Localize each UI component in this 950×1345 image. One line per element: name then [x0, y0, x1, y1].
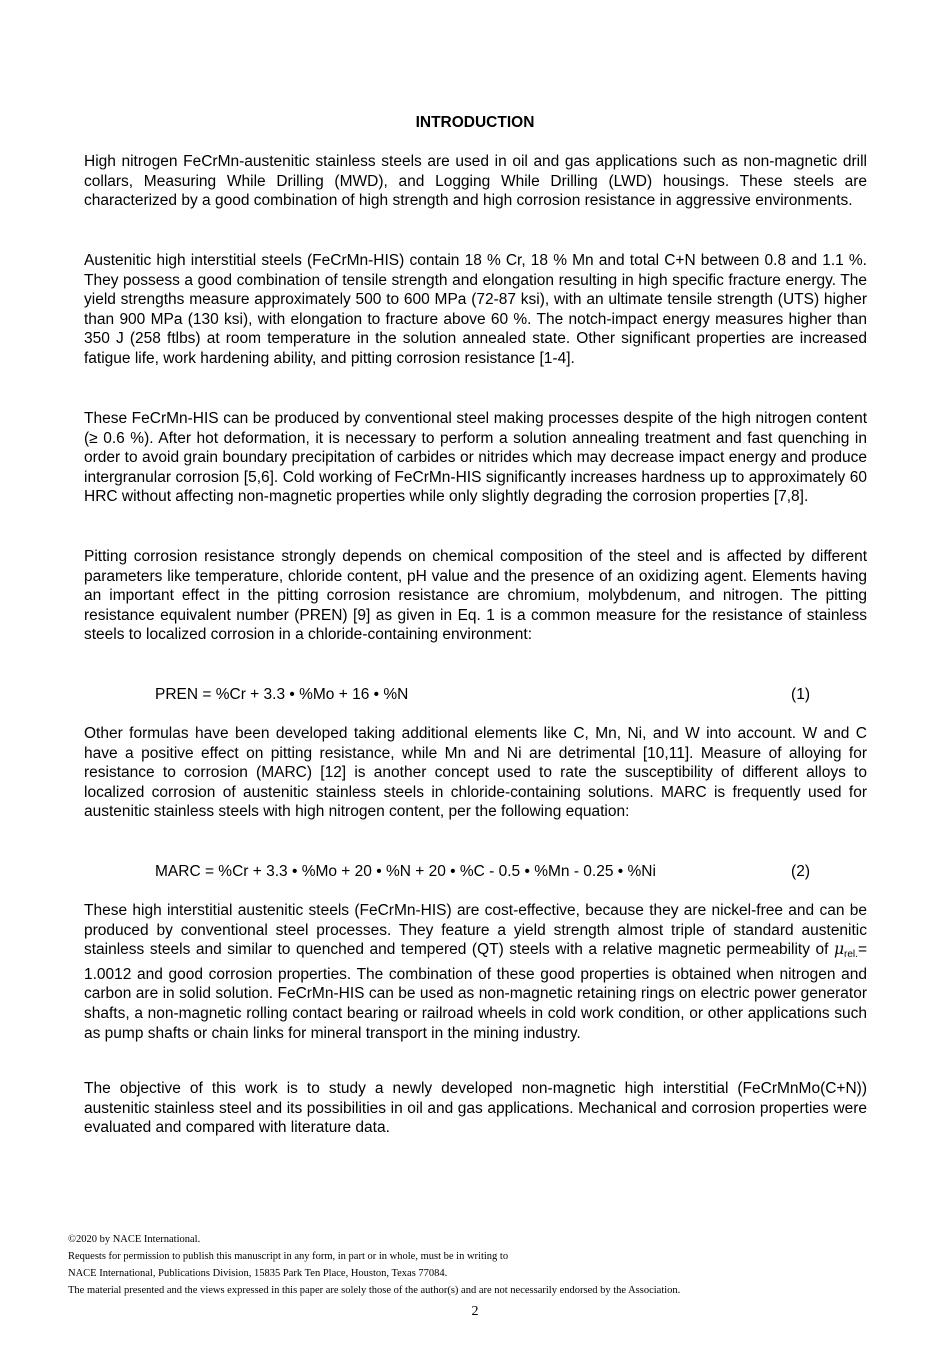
paragraph-2: Austenitic high interstitial steels (FeCrMn-HIS) contain 18 % Cr, 18 % Mn and total C+N between 0.8 and 1.1 %. They possess a good combination of tensile strength and elongation resulting in high specific fracture energy. The yield strengths measure approximately 500 to 600 MPa (72-87 ksi), with an ultimate tensile strength (UTS) higher than 900 MPa (130 ksi), with elongation to fracture above 60 %. The notch-impact energy measures higher than 350 J (258 ftlbs) at room temperature in the solution annealed state. Other significant properties are increased fatigue life, work hardening ability, and pitting corrosion resistance [1-4]. — [84, 252, 867, 367]
section-heading: INTRODUCTION — [415, 114, 535, 131]
paragraph-7: The objective of this work is to study a newly developed non-magnetic high interstitial (FeCrMnMo(C+N)) austenitic stainless steel and its possibilities in oil and gas applications. Mechanical and corrosion properties were evaluated and compared with literature data. — [84, 1080, 867, 1137]
paragraph-6-text-before: These high interstitial austenitic steels (FeCrMn-HIS) are cost-effective, because they are nickel-free and can be produced by conventional steel processes. They feature a yield strength almost triple of standard austenitic stainless steels and similar to quenched and tempered (QT) steels with a relative magnetic permeability of — [84, 902, 867, 959]
paragraph-3: These FeCrMn-HIS can be produced by conventional steel making processes despite of the high nitrogen content (≥ 0.6 %). After hot deformation, it is necessary to perform a solution annealing treatment and fast quenching in order to avoid grain boundary precipitation of carbides or nitrides which may decrease impact energy and produce intergranular corrosion [5,6]. Cold working of FeCrMn-HIS significantly increases hardness up to approximately 60 HRC without affecting non-magnetic properties while only slightly degrading the corrosion properties [7,8]. — [84, 410, 867, 506]
paragraph-1: High nitrogen FeCrMn-austenitic stainless steels are used in oil and gas applications such as non-magnetic drill collars, Measuring While Drilling (MWD), and Logging While Drilling (LWD) housings. These steels are characterized by a good combination of high strength and high corrosion resistance in aggressive environments. — [84, 153, 867, 210]
paragraph-6-text-after: = 1.0012 and good corrosion properties. The combination of these good properties is obtained when nitrogen and carbon are in solid solution. FeCrMn-HIS can be used as non-magnetic retaining rings on electric power generator shafts, a non-magnetic rolling contact bearing or railroad wheels in cold work condition, or other applications such as pump shafts or chain links for mineral transport in the mining industry. — [84, 941, 867, 1042]
paragraph-6 — [84, 901, 867, 1043]
footer-line-3: NACE International, Publications Division, 15835 Park Ten Place, Houston, Texas 77084. — [68, 1268, 448, 1279]
equation-2-number: (2) — [791, 863, 810, 880]
mu-subscript: rel. — [844, 949, 858, 961]
equation-1-formula: PREN = %Cr + 3.3 • %Mo + 16 • %N — [155, 686, 409, 703]
paragraph-4: Pitting corrosion resistance strongly depends on chemical composition of the steel and is affected by different parameters like temperature, chloride content, pH value and the presence of an oxidizing agent. Elements having an important effect in the pitting corrosion resistance are chromium, molybdenum, and nitrogen. The pitting resistance equivalent number (PREN) [9] as given in Eq. 1 is a common measure for the resistance of stainless steels to localized corrosion in a chloride-containing environment: — [84, 548, 867, 644]
footer-line-2: Requests for permission to publish this manuscript in any form, in part or in whole, must be in writing to — [68, 1251, 509, 1262]
equation-1 — [155, 685, 810, 705]
mu-symbol: μ — [833, 940, 845, 959]
paragraph-5: Other formulas have been developed taking additional elements like C, Mn, Ni, and W into account. W and C have a positive effect on pitting resistance, while Mn and Ni are detrimental [10,11]. Measure of alloying for resistance to corrosion (MARC) [12] is another concept used to rate the susceptibility of different alloys to localized corrosion of austenitic stainless steels in chloride-containing solutions. MARC is frequently used for austenitic stainless steels with high nitrogen content, per the following equation: — [84, 725, 867, 821]
equation-2-formula: MARC = %Cr + 3.3 • %Mo + 20 • %N + 20 • %C - 0.5 • %Mn - 0.25 • %Ni — [155, 863, 656, 880]
equation-1-number: (1) — [791, 686, 810, 703]
page-number: 2 — [471, 1304, 479, 1319]
equation-2 — [155, 862, 810, 882]
footer-line-4: The material presented and the views expressed in this paper are solely those of the author(s) and are not necessarily endorsed by the Association. — [68, 1285, 681, 1296]
footer-line-1: ©2020 by NACE International. — [68, 1234, 201, 1245]
